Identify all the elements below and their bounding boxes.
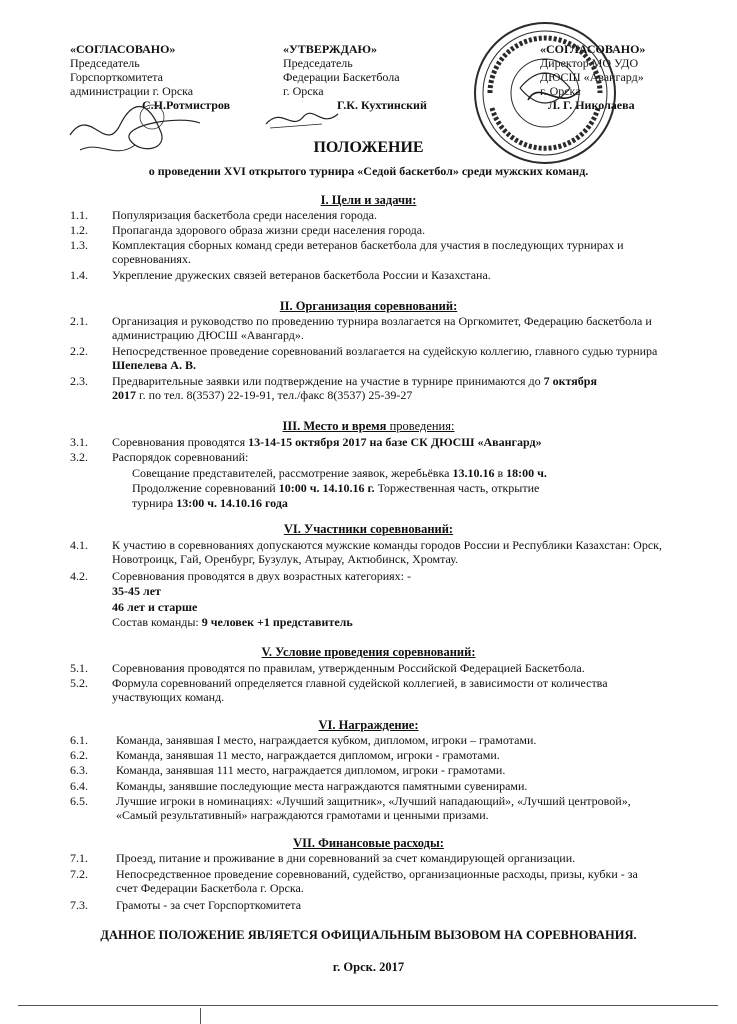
section-5-title: V. Условие проведения соревнований: — [261, 645, 476, 659]
schedule-text: турнира — [132, 496, 177, 510]
document-title: ПОЛОЖЕНИЕ — [313, 139, 424, 156]
team-composition — [112, 615, 353, 629]
item-number: 6.3. — [70, 763, 88, 777]
item-text: Соревнования проводятся по правилам, утвержденным Российской Федерацией Баскетбола. — [112, 661, 585, 675]
team-composition-label: Состав команды: — [112, 615, 202, 629]
fold-line — [200, 1008, 201, 1024]
deadline-year: 2017 — [112, 388, 136, 402]
item-text: Популяризация баскетбола среди населения города. — [112, 208, 377, 222]
item-text: Команда, занявшая I место, награждается кубком, дипломом, игроки – грамотами. — [116, 733, 537, 747]
item-text: Лучшие игроки в номинациях: «Лучший защитник», «Лучший нападающий», «Лучший центровой», «Самый результативный» награждаются грамотами и ценными призами. — [116, 794, 631, 822]
item-text-part: г. по тел. 8(3537) 22-19-91, тел./факс 8(3537) 25-39-27 — [136, 388, 413, 402]
deadline-date: 7 октября — [543, 374, 597, 388]
item-number: 4.1. — [70, 538, 88, 552]
section-3-title-main: III. Место и время — [282, 419, 387, 433]
item-text: Укрепление дружеских связей ветеранов баскетбола России и Казахстана. — [112, 268, 491, 282]
team-composition-value: 9 человек +1 представитель — [201, 615, 353, 629]
item-text — [112, 374, 672, 402]
footer-divider — [18, 1005, 718, 1006]
item-text — [112, 435, 672, 449]
approval-middle-line1: Председатель — [283, 56, 353, 70]
item-text: Команды, занявшие последующие места награждаются памятными сувенирами. — [116, 779, 528, 793]
item-text: Комплектация сборных команд среди ветеранов баскетбола для участия в последующих турнирах и соревнованиях. — [112, 238, 624, 266]
event-dates: 13-14-15 октября 2017 на базе СК ДЮСШ «Авангард» — [248, 435, 542, 449]
item-text: Грамоты - за счет Горспорткомитета — [116, 898, 302, 912]
item-number: 6.2. — [70, 748, 88, 762]
section-4-title: VI. Участники соревнований: — [283, 522, 454, 536]
item-number: 5.2. — [70, 676, 88, 690]
document-subtitle: о проведении XVI открытого турнира «Седой баскетбол» среди мужских команд. — [148, 164, 589, 178]
schedule-date: 13.10.16 — [452, 466, 495, 480]
schedule-text: Продолжение соревнований — [132, 481, 279, 495]
item-number: 1.2. — [70, 223, 88, 237]
approval-right-line2: ДЮСШ «Авангард» — [540, 70, 644, 84]
approval-right-title: «СОГЛАСОВАНО» — [540, 42, 646, 56]
item-text: Соревнования проводятся в двух возрастных категориях: - — [112, 569, 411, 583]
item-number: 5.1. — [70, 661, 88, 675]
schedule-block — [132, 466, 652, 511]
item-text: Команда, занявшая 111 место, награждается дипломом, игроки - грамотами. — [116, 763, 506, 777]
section-7-title: VII. Финансовые расходы: — [293, 836, 444, 850]
schedule-text: Совещание представителей, рассмотрение заявок, жеребьёвка — [132, 466, 453, 480]
section-6-title: VI. Награждение: — [318, 718, 419, 732]
item-text: Команда, занявшая 11 место, награждается дипломом, игроки - грамотами. — [116, 748, 500, 762]
item-number: 3.1. — [70, 435, 88, 449]
approval-left-signer: С.Н.Ротмистров — [142, 98, 231, 112]
schedule-time: 18:00 ч. — [506, 466, 547, 480]
approval-left-line3: администрации г. Орска — [70, 84, 194, 98]
item-number: 2.1. — [70, 314, 88, 328]
approval-middle-signer: Г.К. Кухтинский — [337, 98, 427, 112]
city-year: г. Орск. 2017 — [332, 960, 405, 974]
item-number: 6.1. — [70, 733, 88, 747]
schedule-time: 10:00 ч. 14.10.16 г. — [278, 481, 375, 495]
approval-middle-line3: г. Орска — [283, 84, 324, 98]
approval-left-title: «СОГЛАСОВАНО» — [70, 42, 176, 56]
approval-right-line3: г. Орска — [540, 84, 581, 98]
item-text-part: Непосредственное проведение соревнований возлагается на судейскую коллегию, главного судью турнира — [112, 344, 658, 358]
approval-block-middle — [283, 42, 427, 112]
item-text: Организация и руководство по проведению турнира возлагается на Оргкомитет, Федерацию баскетбола и администрацию ДЮСШ «Авангард». — [112, 314, 652, 342]
item-number: 6.4. — [70, 779, 88, 793]
section-3-title-rest: проведения: — [386, 419, 455, 433]
schedule-text: в — [494, 466, 507, 480]
item-text — [112, 344, 672, 372]
item-number: 1.4. — [70, 268, 88, 282]
item-number: 2.3. — [70, 374, 88, 388]
item-number: 6.5. — [70, 794, 88, 808]
approval-right-line1: Директор МО УДО — [540, 56, 639, 70]
approval-right-signer: Л. Г. Николаева — [548, 98, 635, 112]
approval-left-line1: Председатель — [70, 56, 140, 70]
age-category-1: 35-45 лет — [112, 584, 161, 598]
item-number: 7.2. — [70, 867, 88, 881]
item-number: 7.3. — [70, 898, 88, 912]
item-text: Распорядок соревнований: — [112, 450, 249, 464]
approval-middle-line2: Федерации Баскетбола — [283, 70, 400, 84]
item-number: 4.2. — [70, 569, 88, 583]
schedule-time: 13:00 ч. 14.10.16 года — [176, 496, 288, 510]
item-text-part: Соревнования проводятся — [112, 435, 249, 449]
section-2-title: II. Организация соревнований: — [279, 299, 458, 313]
official-call-note: ДАННОЕ ПОЛОЖЕНИЕ ЯВЛЯЕТСЯ ОФИЦИАЛЬНЫМ ВЫЗОВОМ НА СОРЕВНОВАНИЯ. — [100, 928, 637, 942]
item-text: Проезд, питание и проживание в дни соревнований за счет командирующей организации. — [116, 851, 576, 865]
chief-judge-name: Шепелева А. В. — [112, 358, 196, 372]
section-1-title: I. Цели и задачи: — [320, 193, 417, 207]
item-text: К участию в соревнованиях допускаются мужские команды городов России и Республики Казахстан: Орск, Новотроицк, Гай, Оренбург, Бузулук, Атырау, Актюбинск, Хромтау. — [112, 538, 662, 566]
item-number: 3.2. — [70, 450, 88, 464]
signature-middle — [262, 104, 342, 134]
item-text: Формула соревнований определяется главной судейской коллегией, в зависимости от количества участвующих команд. — [112, 676, 608, 704]
item-text: Непосредственное проведение соревнований, судейство, организационные расходы, призы, кубки - за счет Федерации Баскетбола г. Орска. — [116, 867, 638, 895]
item-number: 1.1. — [70, 208, 88, 222]
item-number: 2.2. — [70, 344, 88, 358]
item-text: Пропаганда здорового образа жизни среди населения города. — [112, 223, 426, 237]
approval-middle-title: «УТВЕРЖДАЮ» — [283, 42, 378, 56]
item-number: 1.3. — [70, 238, 88, 252]
schedule-text: Торжественная часть, открытие — [374, 481, 540, 495]
section-3-title — [0, 419, 737, 433]
item-number: 7.1. — [70, 851, 88, 865]
approval-left-line2: Горспорткомитета — [70, 70, 164, 84]
age-category-2: 46 лет и старше — [112, 600, 198, 614]
item-text-part: Предварительные заявки или подтверждение на участие в турнире принимаются до — [112, 374, 544, 388]
